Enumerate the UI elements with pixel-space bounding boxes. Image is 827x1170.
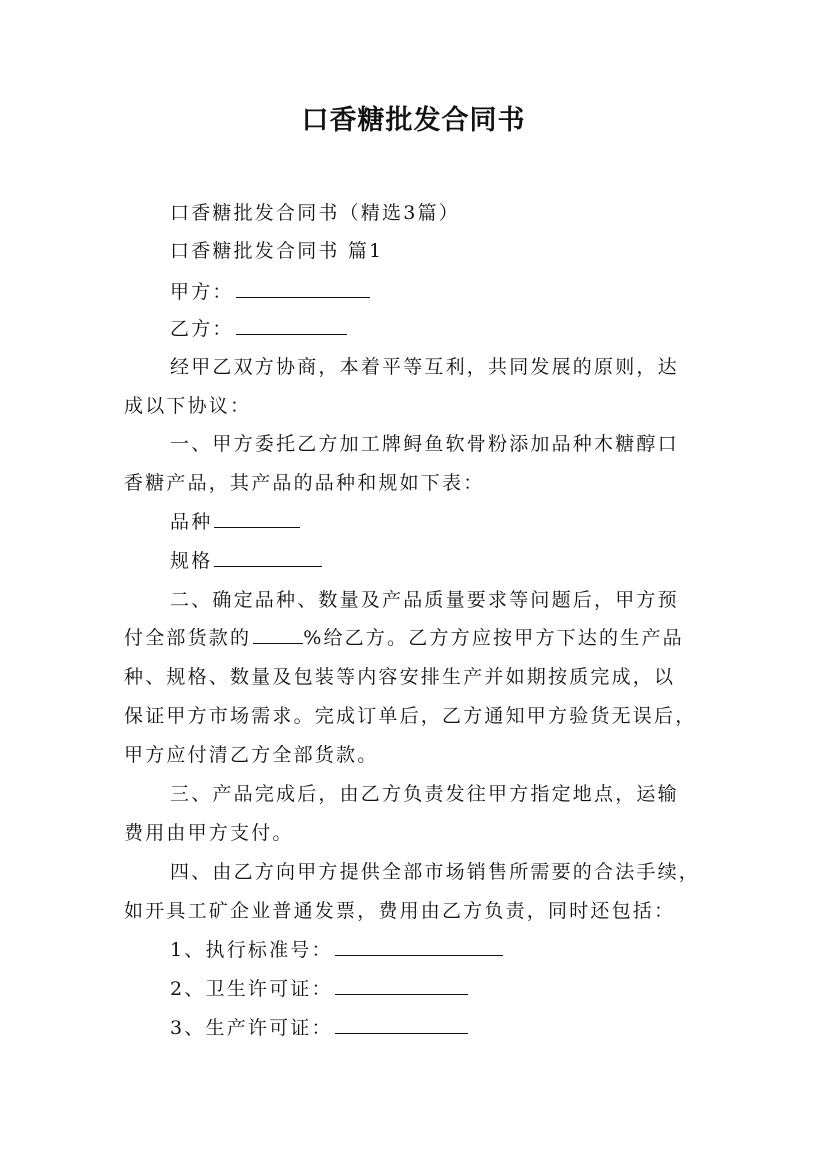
production-permit-blank [335,1015,468,1034]
health-permit-line [170,976,730,1002]
variety-blank [214,509,300,528]
paragraph-line: 三、产品完成后，由乙方负责发往甲方指定地点，运输 [170,783,679,805]
payment-text-start: 付全部货款的 [124,627,252,649]
payment-text-end: %给乙方。乙方方应按甲方下达的生产品 [303,627,684,649]
paragraph-line: 甲方应付清乙方全部货款。 [124,744,379,766]
party-a-line [170,279,730,305]
standard-number-label: 1、执行标准号： [170,939,333,961]
party-b-blank [236,316,347,335]
spec-blank [214,548,322,567]
paragraph-line: 如开具工矿企业普通发票，费用由乙方负责，同时还包括： [124,900,676,922]
production-permit-label: 3、生产许可证： [170,1017,333,1039]
document-title: 口香糖批发合同书 [301,105,526,136]
party-b-label: 乙方： [170,318,234,340]
spec-line [170,548,730,574]
paragraph-line: 经甲乙双方协商，本着平等互利，共同发展的原则，达 [170,356,679,378]
paragraph-line: 二、确定品种、数量及产品质量要求等问题后，甲方预 [170,589,679,611]
percent-blank [253,625,303,644]
party-a-label: 甲方： [170,281,234,303]
party-a-blank [236,279,370,298]
paragraph-line: 种、规格、数量及包装等内容安排生产并如期按质完成，以 [124,666,676,688]
paragraph-line: 一、甲方委托乙方加工牌鲟鱼软骨粉添加品种木糖醇口 [170,433,679,455]
party-b-line [170,316,730,342]
section-heading: 口香糖批发合同书 篇1 [170,240,384,262]
standard-number-blank [335,937,503,956]
standard-number-line [170,937,730,963]
production-permit-line [170,1015,730,1041]
paragraph-line: 四、由乙方向甲方提供全部市场销售所需要的合法手续， [170,861,701,883]
paragraph-line: 成以下协议： [124,395,252,417]
paragraph-line: 香糖产品，其产品的品种和规如下表： [124,472,485,494]
variety-line [170,509,730,535]
variety-label: 品种 [170,511,213,533]
spec-label: 规格 [170,550,213,572]
paragraph-line: 保证甲方市场需求。完成订单后，乙方通知甲方验货无误后， [124,705,697,727]
health-permit-label: 2、卫生许可证： [170,978,333,1000]
subtitle-line: 口香糖批发合同书（精选3篇） [170,202,460,224]
health-permit-blank [335,976,468,995]
payment-line [124,625,724,651]
paragraph-line: 费用由甲方支付。 [124,822,294,844]
